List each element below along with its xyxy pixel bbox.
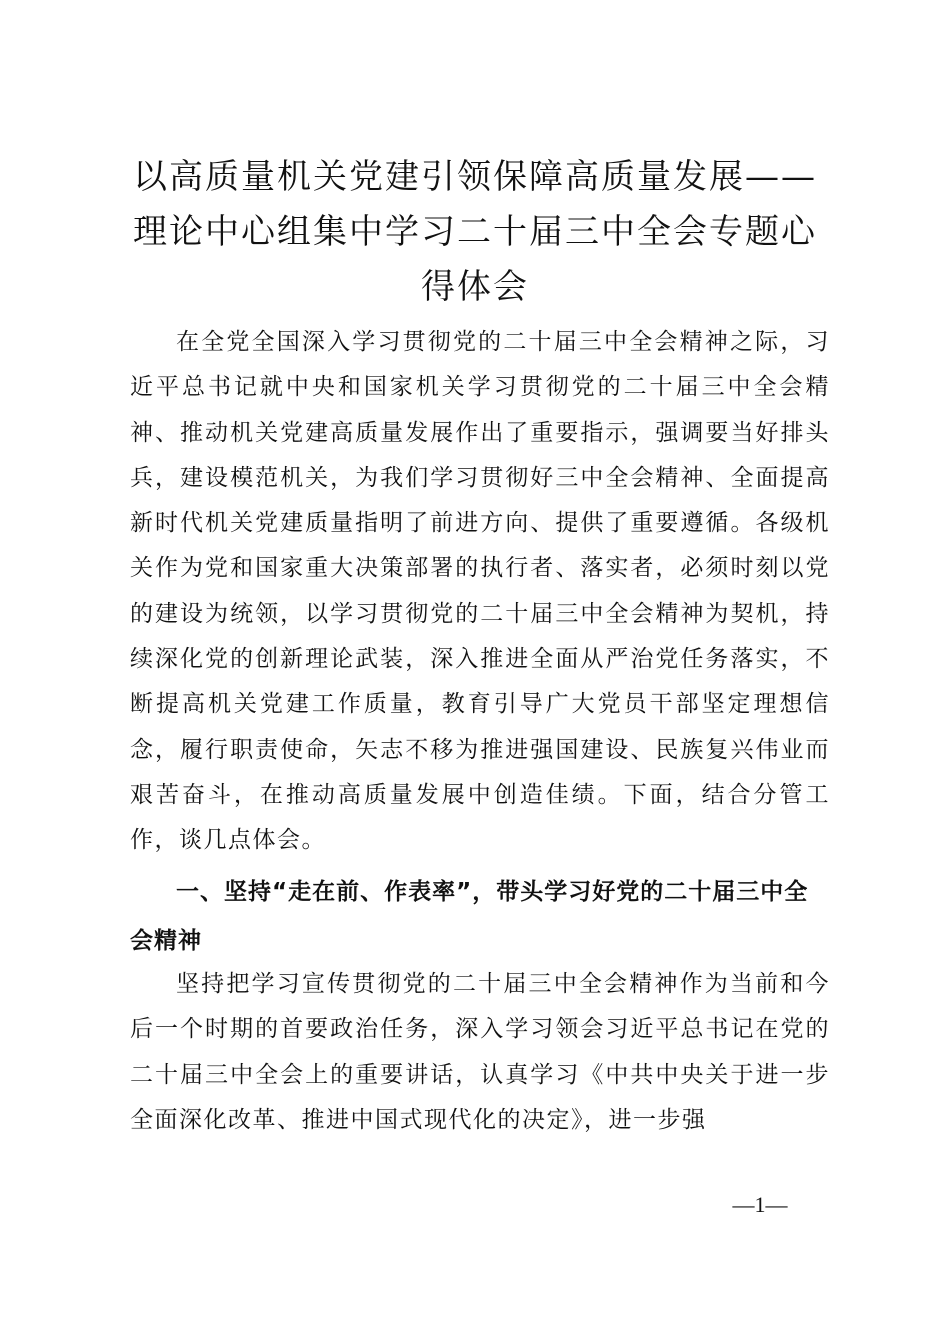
page-number: —1— — [732, 1192, 788, 1217]
intro-paragraph: 在全党全国深入学习贯彻党的二十届三中全会精神之际，习近平总书记就中央和国家机关学习贯彻党的二十届三中全会精神、推动机关党建高质量发展作出了重要指示，强调要当好排头兵，建设模范机关，为我们学习贯彻好三中全会精神、全面提高新时代机关党建质量指明了前进方向、提供了重要遵循。各级机关作为党和国家重大决策部署的执行者、落实者，必须时刻以党的建设为统领，以学习贯彻党的二十届三中全会精神为契机，持续深化党的创新理论武装，深入推进全面从严治党任务落实，不断提高机关党建工作质量，教育引导广大党员干部坚定理想信念，履行职责使命，矢志不移为推进强国建设、民族复兴伟业而艰苦奋斗，在推动高质量发展中创造佳绩。下面，结合分管工作，谈几点体会。 — [130, 329, 830, 854]
section-paragraph: 坚持把学习宣传贯彻党的二十届三中全会精神作为当前和今后一个时期的首要政治任务，深入学习领会习近平总书记在党的二十届三中全会上的重要讲话，认真学习《中共中央关于进一步全面深化改革、推进中国式现代化的决定》，进一步强 — [130, 971, 830, 1133]
document-title: 以高质量机关党建引领保障高质量发展——理论中心组集中学习二十届三中全会专题心得体会 — [133, 157, 817, 307]
section-heading: 一、坚持“走在前、作表率”，带头学习好党的二十届三中全会精神 — [130, 879, 809, 954]
